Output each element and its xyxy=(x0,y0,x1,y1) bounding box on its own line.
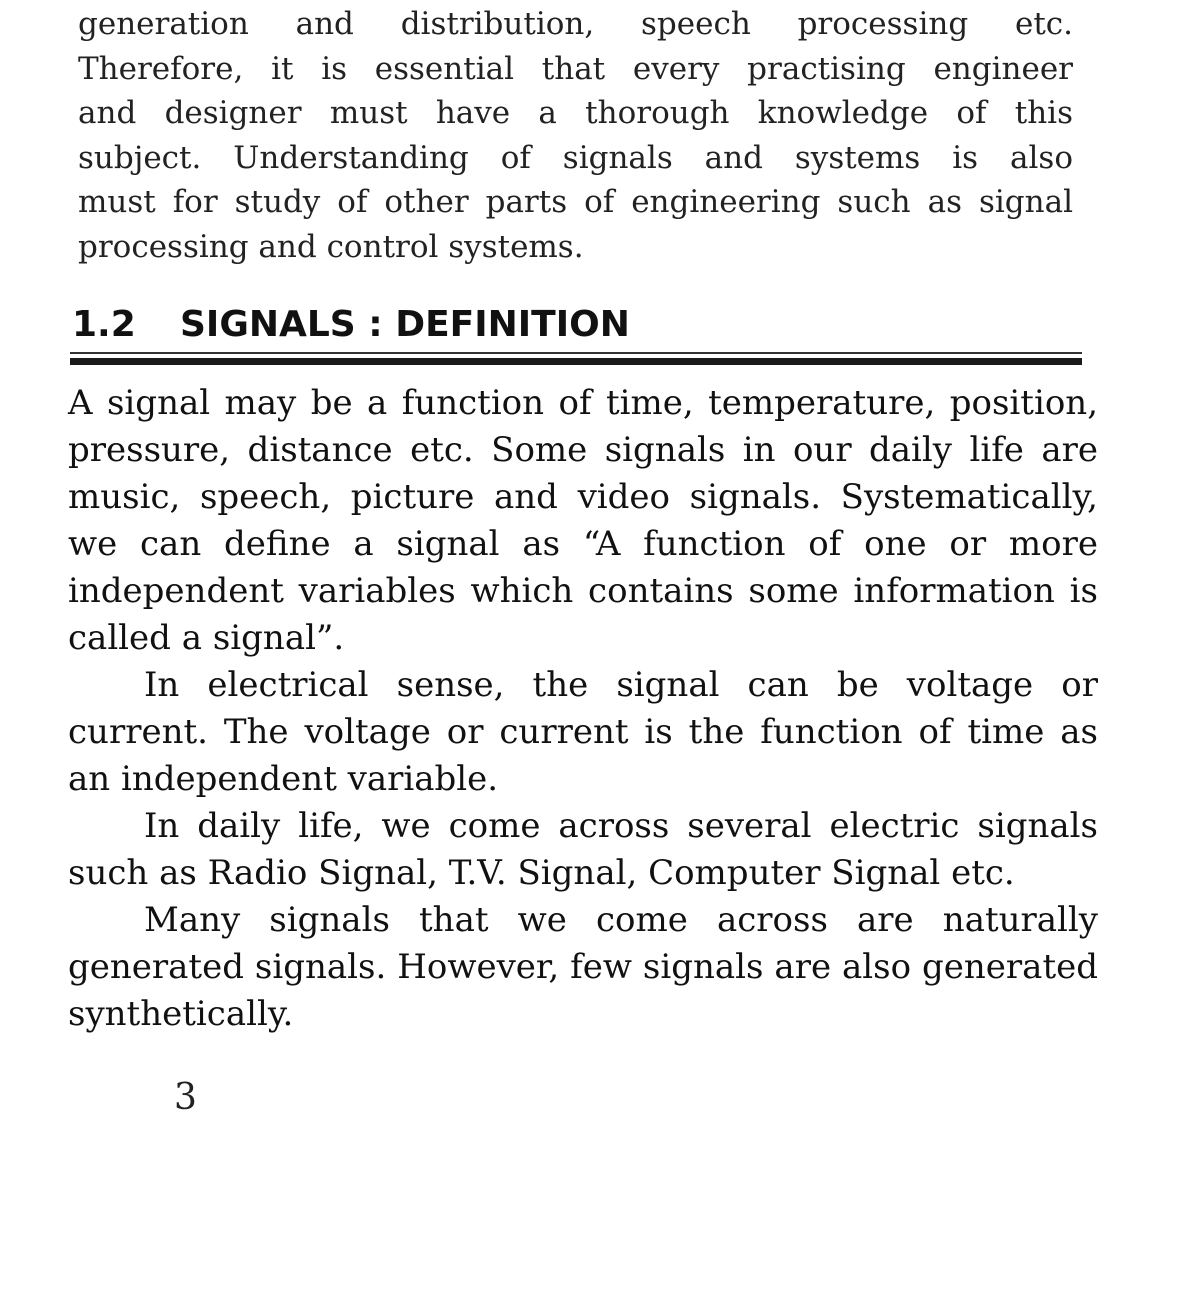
section-heading xyxy=(72,300,1084,350)
intro-line-6: processing and control systems. xyxy=(78,228,584,265)
heading-rule-thin xyxy=(70,352,1082,354)
intro-line-1: generation and distribution, speech processing etc. xyxy=(78,6,1073,42)
section-number: 1.2 xyxy=(72,304,136,345)
heading-rule-thick xyxy=(70,358,1082,365)
paragraph-electrical-sense: In electrical sense, the signal can be voltage or current. The voltage or current is the function of time as an independent variable. xyxy=(68,665,1098,799)
body-text xyxy=(68,380,1098,1038)
section-title: SIGNALS : DEFINITION xyxy=(180,304,630,345)
paragraph-daily-life: In daily life, we come across several electric signals such as Radio Signal, T.V. Signal, Computer Signal etc. xyxy=(68,806,1098,893)
intro-line-2: Therefore, it is essential that every practising engineer xyxy=(78,50,1073,87)
paragraph-naturally-generated: Many signals that we come across are naturally generated signals. However, few signals are also generated synthetically. xyxy=(68,900,1098,1034)
intro-line-3: and designer must have a thorough knowledge of this xyxy=(78,95,1073,131)
paragraph-definition: A signal may be a function of time, temperature, position, pressure, distance etc. Some signals in our daily life are music, speech, picture and video signals. Systematically, we can define a signal as “A function of one or more independent variables which contains some information is called a signal”. xyxy=(68,383,1098,658)
page-number: 3 xyxy=(174,1077,197,1118)
intro-paragraph xyxy=(78,2,1073,269)
intro-line-4: subject. Understanding of signals and systems is also xyxy=(78,139,1073,176)
intro-line-5: must for study of other parts of engineering such as signal xyxy=(78,184,1073,220)
